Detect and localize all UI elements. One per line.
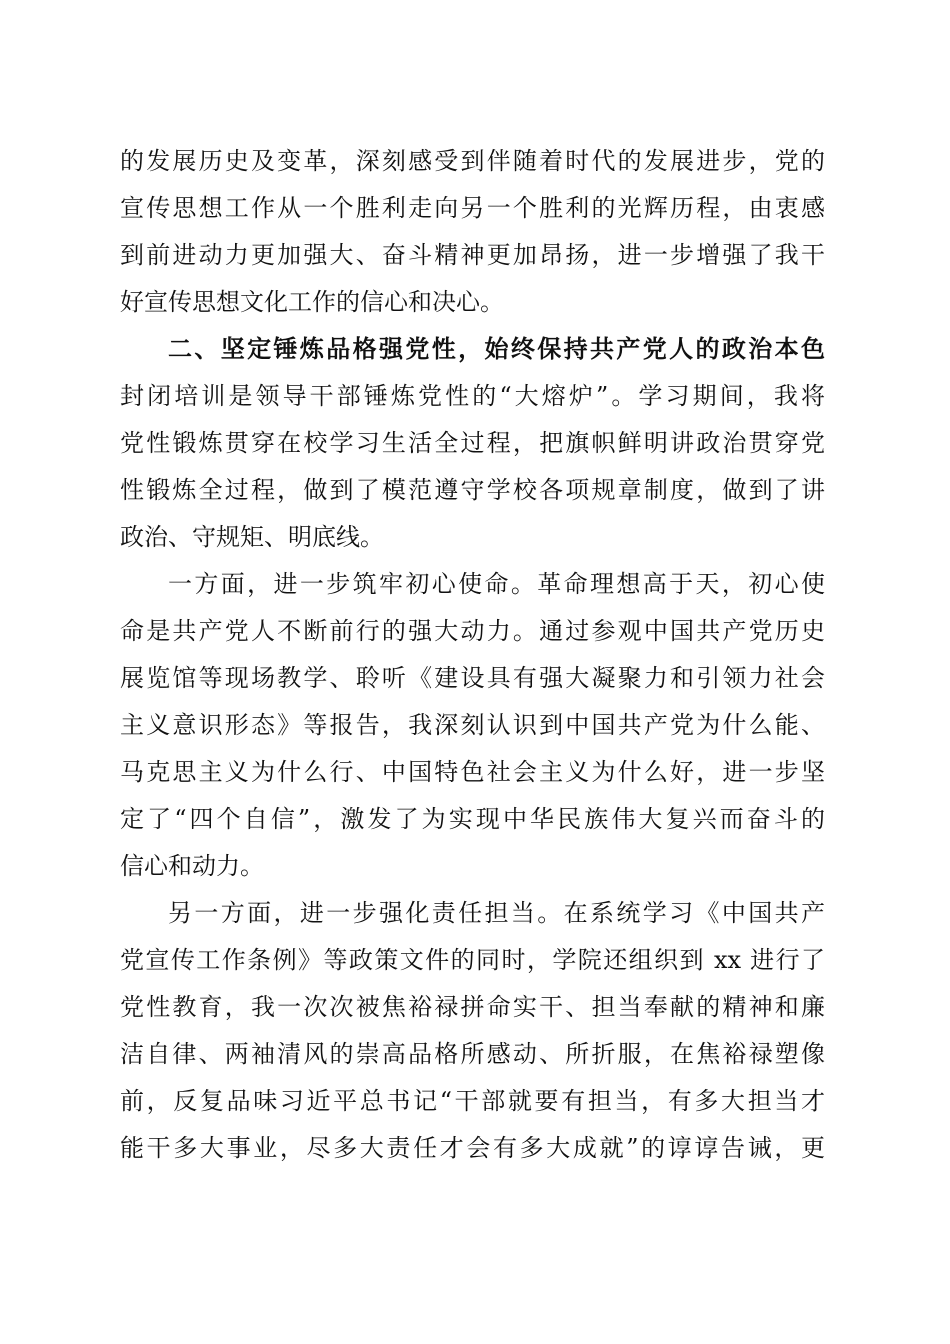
paragraph-line: 展览馆等现场教学、聆听《建设具有强大凝聚力和引领力社会	[120, 664, 825, 692]
paragraph-line: 政治、守规矩、明底线。	[120, 523, 384, 551]
paragraph-line: 一方面，进一步筑牢初心使命。革命理想高于天，初心使	[168, 570, 825, 598]
paragraph-line: 命是共产党人不断前行的强大动力。通过参观中国共产党历史	[120, 617, 825, 645]
paragraph-line: 好宣传思想文化工作的信心和决心。	[120, 288, 504, 316]
paragraph-line: 定了“四个自信”，激发了为实现中华民族伟大复兴而奋斗的	[120, 805, 825, 833]
paragraph-line: 主义意识形态》等报告，我深刻认识到中国共产党为什么能、	[120, 711, 825, 739]
paragraph-line: 马克思主义为什么行、中国特色社会主义为什么好，进一步坚	[120, 758, 825, 786]
paragraph-line: 洁自律、两袖清风的崇高品格所感动、所折服，在焦裕禄塑像	[120, 1040, 825, 1068]
paragraph-line: 党性锻炼贯穿在校学习生活全过程，把旗帜鲜明讲政治贯穿党	[120, 429, 825, 457]
paragraph-line: 另一方面，进一步强化责任担当。在系统学习《中国共产	[168, 899, 825, 927]
section-heading: 二、坚定锤炼品格强党性，始终保持共产党人的政治本色	[168, 335, 825, 363]
paragraph-line: 的发展历史及变革，深刻感受到伴随着时代的发展进步，党的	[120, 147, 825, 175]
paragraph-line: 到前进动力更加强大、奋斗精神更加昂扬，进一步增强了我干	[120, 241, 825, 269]
paragraph-line: 宣传思想工作从一个胜利走向另一个胜利的光辉历程，由衷感	[120, 194, 825, 222]
paragraph-line: 党宣传工作条例》等政策文件的同时，学院还组织到 xx 进行了	[120, 946, 825, 974]
paragraph-line: 性锻炼全过程，做到了模范遵守学校各项规章制度，做到了讲	[120, 476, 825, 504]
paragraph-line: 能干多大事业，尽多大责任才会有多大成就”的谆谆告诫，更	[120, 1134, 825, 1162]
paragraph-line: 党性教育，我一次次被焦裕禄拼命实干、担当奉献的精神和廉	[120, 993, 825, 1021]
paragraph-line: 封闭培训是领导干部锤炼党性的“大熔炉”。学习期间，我将	[120, 382, 825, 410]
paragraph-line: 信心和动力。	[120, 852, 264, 880]
paragraph-line: 前，反复品味习近平总书记“干部就要有担当，有多大担当才	[120, 1087, 825, 1115]
